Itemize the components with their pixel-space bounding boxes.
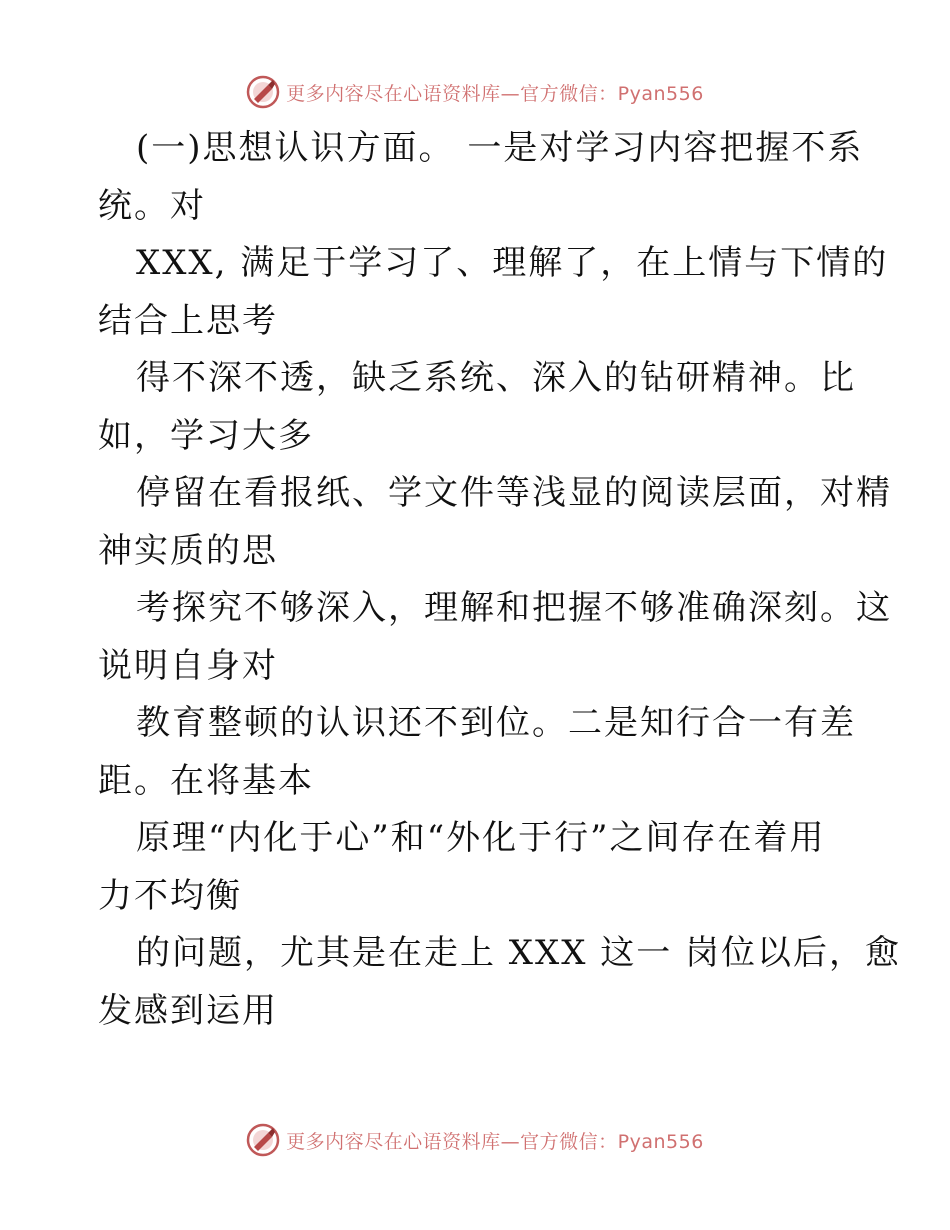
text-line: 力不均衡 [98, 875, 242, 916]
text-line: 神实质的思 [98, 530, 278, 571]
text-line: 如，学习大多 [98, 415, 314, 456]
text-line: 考探究不够深入，理解和把握不够准确深刻。这 [136, 588, 892, 628]
text-line: (一)思想认识方面。 一是对学习内容把握不系 [136, 128, 864, 168]
pen-logo-icon [246, 1123, 280, 1157]
text-line: 停留在看报纸、学文件等浅显的阅读层面，对精 [136, 473, 892, 513]
header-watermark-text: 更多内容尽在心语资料库—官方微信：Pyan556 [286, 82, 704, 105]
footer-watermark-text: 更多内容尽在心语资料库—官方微信：Pyan556 [286, 1130, 704, 1153]
text-line: 结合上思考 [98, 300, 278, 341]
text-line: 说明自身对 [98, 645, 278, 686]
text-line: 教育整顿的认识还不到位。二是知行合一有差 [136, 703, 856, 743]
pen-logo-icon [246, 75, 280, 109]
footer-watermark-banner [0, 1120, 950, 1160]
text-line: 统。对 [98, 185, 206, 226]
text-line: 发感到运用 [98, 990, 278, 1031]
text-line: 原理“内化于心”和“外化于行”之间存在着用 [136, 818, 826, 858]
text-line: 的问题，尤其是在走上 XXX 这一 岗位以后，愈 [136, 933, 902, 973]
text-line: 距。在将基本 [98, 760, 314, 801]
header-watermark-banner [0, 72, 950, 112]
text-line: XXX, 满足于学习了、理解了，在上情与下情的 [136, 243, 889, 283]
text-line: 得不深不透，缺乏系统、深入的钻研精神。比 [136, 358, 856, 398]
document-body [98, 120, 902, 1040]
